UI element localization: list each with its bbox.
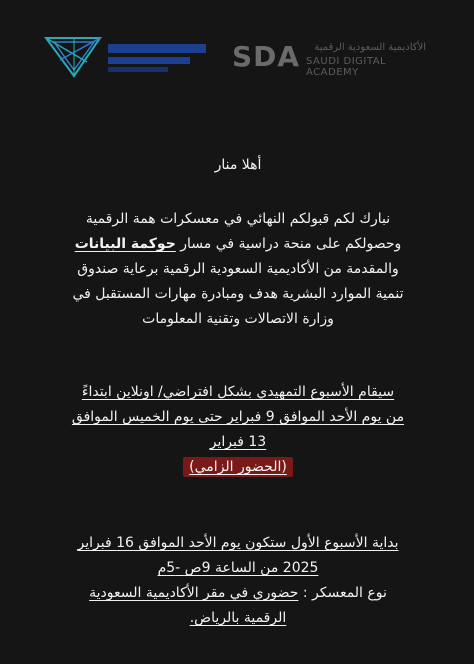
para1-line3: والمقدمة من الأكاديمية السعودية الرقمية برعاية صندوق — [77, 261, 399, 277]
para3-line1: بداية الأسبوع الأول ستكون يوم الأحد الموافق 16 فبراير — [77, 535, 399, 551]
para3-line4: الرقمية بالرياض. — [189, 610, 287, 626]
sda-name-ar: الأكاديمية السعودية الرقمية — [314, 42, 426, 53]
acceptance-paragraph — [26, 207, 450, 332]
track-name: حوكمة البيانات — [74, 236, 176, 252]
para2-line4 — [26, 455, 450, 480]
para2-line3: 13 فبراير — [209, 434, 267, 450]
sda-logo — [232, 38, 432, 78]
sda-name-en: SAUDI DIGITAL ACADEMY — [306, 56, 387, 78]
first-week-paragraph — [26, 531, 450, 631]
para3-line3 — [26, 581, 450, 606]
para1-line5: وزارة الاتصالات وتقنية المعلومات — [142, 311, 334, 327]
para3-line2: 2025 من الساعة 9ص -5م — [157, 560, 319, 576]
para1-line1: نبارك لكم قبولكم النهائي في معسكرات همة الرقمية — [85, 211, 391, 227]
greeting: أهلا منار — [214, 157, 262, 173]
para1-line4: تنمية الموارد البشرية هدف ومبادرة مهارات المستقبل في — [72, 286, 404, 302]
para1-line2-pre: وحصولكم على منحة دراسية في مسار — [175, 236, 402, 252]
required-attendance-badge: (الحضور الزامي) — [183, 457, 293, 477]
para2-line2: من يوم الأحد الموافق 9 فبراير حتى يوم الخميس الموافق — [71, 409, 405, 425]
camp-type-value: حضوري في مقر الأكاديمية السعودية — [89, 585, 299, 601]
para2-line1: سيقام الأسبوع التمهيدي بشكل افتراضي/ اونلاين ابتداءً — [81, 384, 395, 400]
intro-week-paragraph — [26, 380, 450, 480]
camp-type-label: نوع المعسكر : — [298, 585, 387, 601]
sda-abbrev: SDA — [232, 40, 301, 73]
triangle-logo — [42, 32, 212, 80]
para1-line2 — [26, 232, 450, 257]
